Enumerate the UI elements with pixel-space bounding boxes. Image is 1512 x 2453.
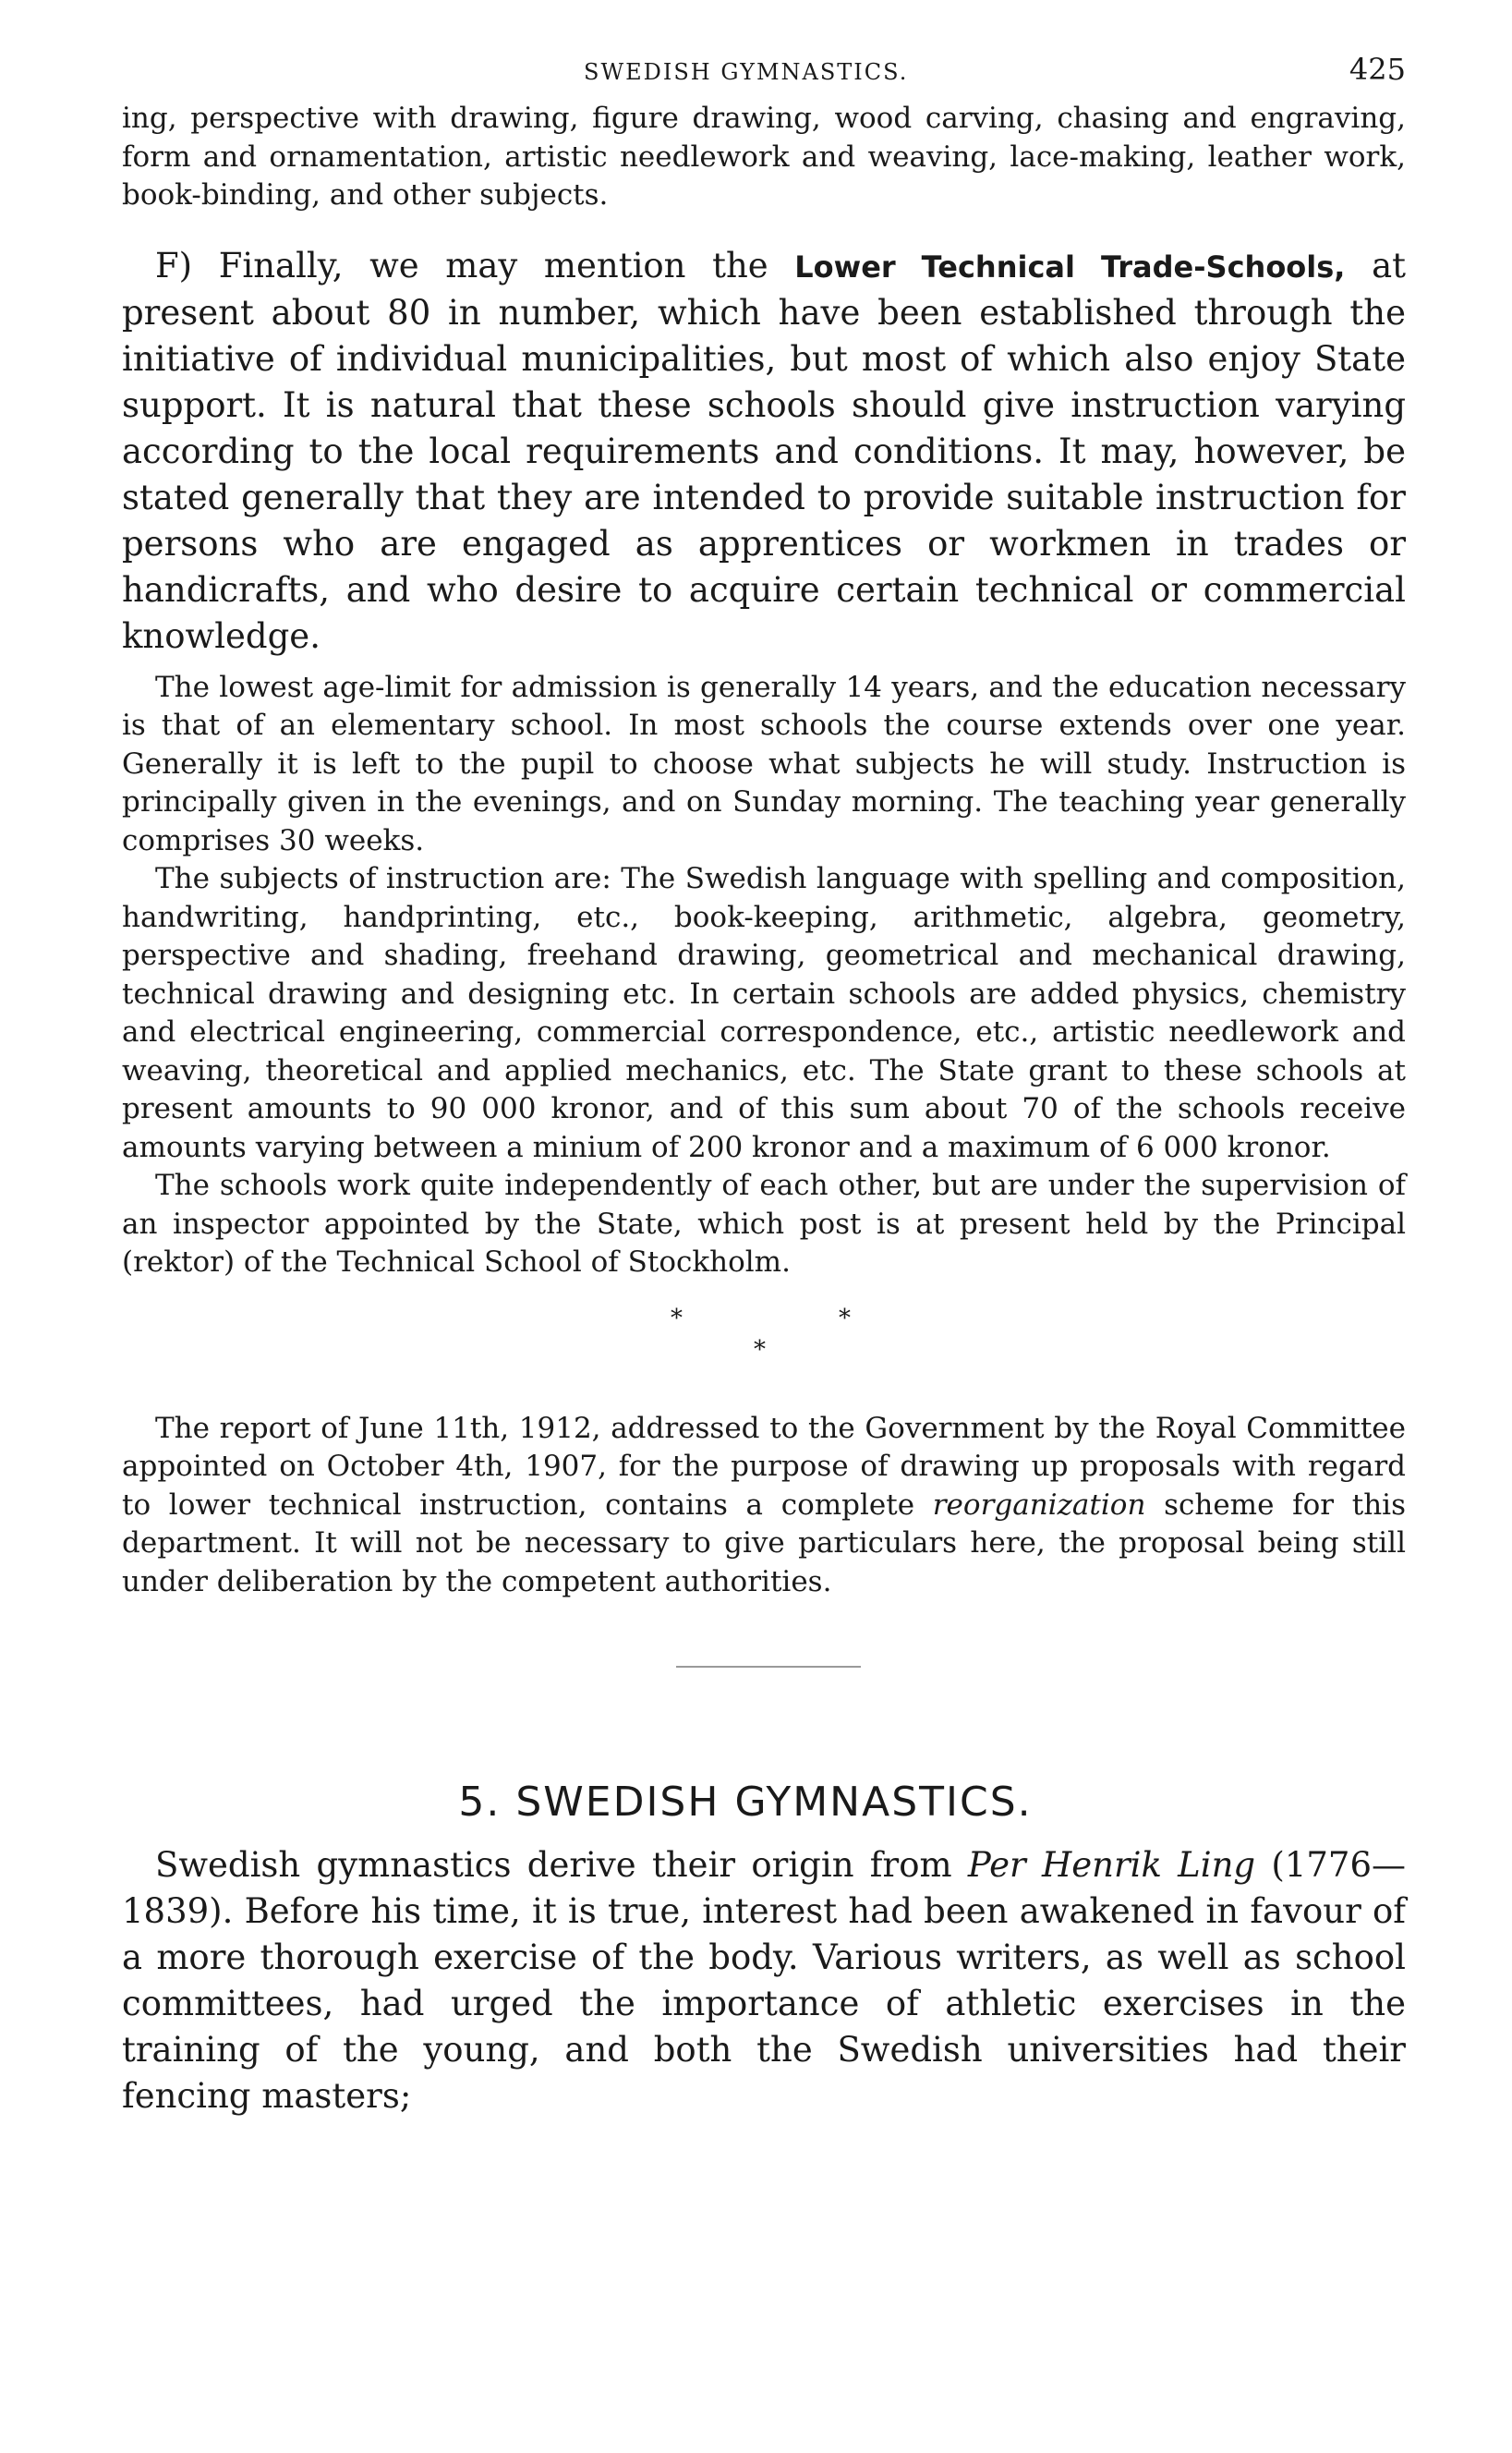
section-title: 5. SWEDISH GYMNASTICS. [458, 1779, 1033, 1826]
paragraph-age-limit: The lowest age-limit for admission is generally 14 years, and the education necessary is that of an elementary school. In most schools the course extends over one year. Generally it is left to the pupil to choose what subjects he will study. Instruction is principally given in the evenings, and on Sunday morning. The teaching year generally comprises 30 weeks. [122, 670, 1406, 857]
paragraph-lower-technical-schools [122, 243, 1406, 660]
gymnastics-text-after: (1776—1839). Before his time, it is true, interest had been awakened in favour of a more thorough exercise of the body. Various writers, as well as school committees, had urged the importance of athletic exercises in the training of the young, and both the Swedish universities had their fencing masters; [122, 1845, 1407, 2116]
asterisk-left: * [671, 1304, 683, 1332]
paragraph-f-rest: at present about 80 in number, which have been established through the initiative of individual municipalities, but most of which also enjoy State support. It is natural that these schools should give instruction varying according to the local requirements and conditions. It may, however, be stated generally that they are intended to provide suitable instruction for persons who are engaged as apprentices or workmen in trades or handicrafts, and who desire to acquire certain technical or commercial knowledge. [122, 245, 1406, 656]
paragraph-report [122, 1410, 1406, 1602]
page-number: 425 [1349, 52, 1406, 87]
document-page [122, 44, 1406, 2119]
asterisk-right: * [839, 1304, 851, 1332]
paragraph-supervision: The schools work quite independently of each other, but are under the supervision of an inspector appointed by the State, which post is at present held by the Principal (rektor) of the Technical School of Stockholm. [122, 1169, 1406, 1279]
section-divider-rule [676, 1666, 861, 1668]
asterisk-bottom: * [754, 1335, 766, 1364]
paragraph-f-prefix: F) Finally, we may mention the [155, 245, 768, 285]
gymnastics-text-before: Swedish gymnastics derive their origin from [155, 1845, 952, 1885]
report-text-after: scheme for this department. It will not be necessary to give particulars here, the proposal being still under deliberation by the competent authorities. [122, 1488, 1406, 1598]
asterism-divider [122, 1299, 1406, 1401]
page-header [122, 44, 1406, 100]
report-text-before: The report of June 11th, 1912, addressed to the Government by the Royal Committee appointed on October 4th, 1907, for the purpose of drawing up proposals with regard to lower technical instruction, contains a complete [122, 1411, 1406, 1522]
per-henrik-ling-name: Per Henrik Ling [967, 1845, 1256, 1885]
report-text-italic: reorganization [932, 1488, 1146, 1522]
running-head: SWEDISH GYMNASTICS. [584, 59, 909, 85]
paragraph-swedish-gymnastics [122, 1842, 1406, 2119]
paragraph-subjects: The subjects of instruction are: The Swedish language with spelling and composition, handwriting, handprinting, etc., book-keeping, arithmetic, algebra, geometry, perspective and shading, freehand drawing, geometrical and mechanical drawing, technical drawing and designing etc. In certain schools are added physics, chemistry and electrical engineering, commercial correspondence, etc., artistic needlework and weaving, theoretical and applied mechanics, etc. The State grant to these schools at present amounts to 90 000 kronor, and of this sum about 70 of the schools receive amounts varying between a minium of 200 kronor and a maximum of 6 000 kronor. [122, 862, 1406, 1164]
lower-technical-trade-schools-heading: Lower Technical Trade-Schools, [794, 249, 1346, 285]
paragraph-continued: ing, perspective with drawing, figure drawing, wood carving, chasing and engraving, form and ornamentation, artistic needlework and weaving, lace-making, leather work, book-binding, and other subjects. [122, 102, 1406, 212]
